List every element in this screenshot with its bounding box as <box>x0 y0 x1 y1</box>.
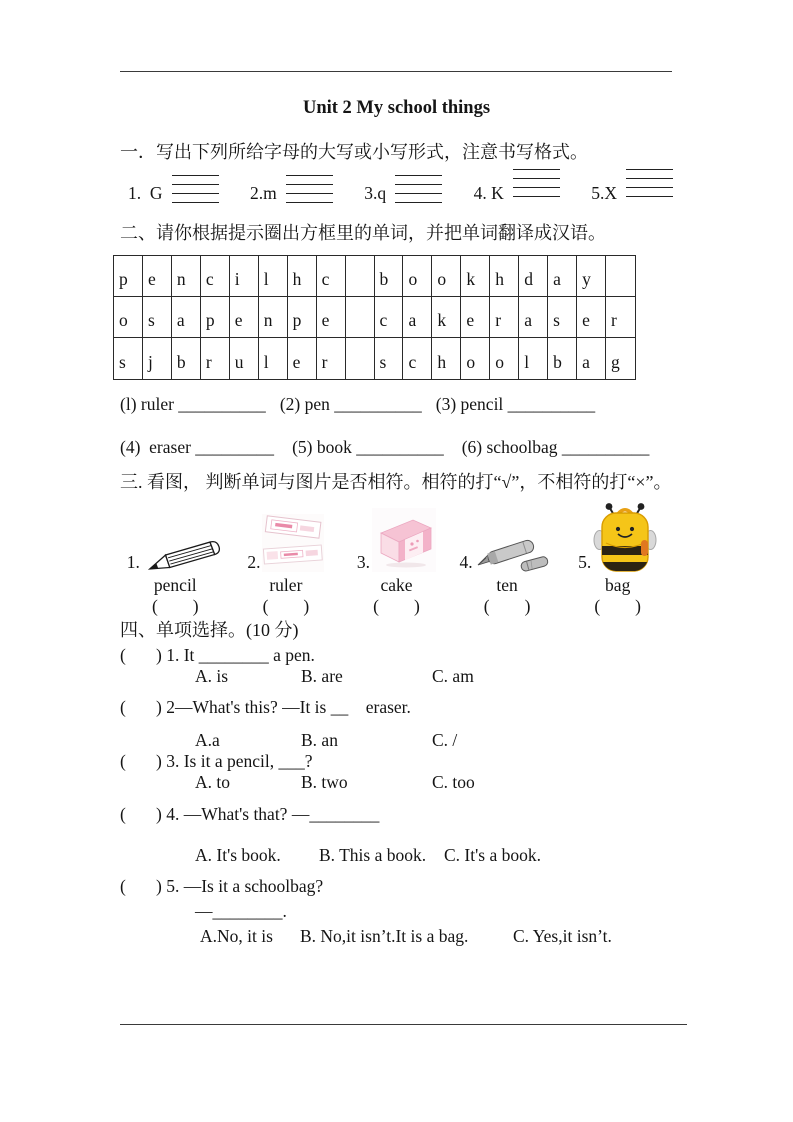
options-row <box>195 666 673 687</box>
question-stem <box>120 645 673 666</box>
grid-cell: k <box>461 256 490 297</box>
letter-label: 3.q <box>364 182 387 203</box>
blank-schoolbag: (6) schoolbag __________ <box>461 437 650 457</box>
grid-cell: p <box>201 297 230 338</box>
letter-item-2 <box>250 175 333 211</box>
pen-image <box>475 530 555 572</box>
grid-cell: b <box>548 338 577 379</box>
picture-item-ten <box>452 500 563 616</box>
grid-cell: o <box>114 297 143 338</box>
blank-eraser: (4) eraser _________ <box>120 437 275 457</box>
item-word: cake <box>380 575 413 595</box>
grid-cell: h <box>432 338 461 379</box>
letter-label: 1. G <box>128 182 163 203</box>
grid-cell: y <box>577 256 606 297</box>
picture-item-ruler <box>231 500 342 616</box>
option-a: A. to <box>195 772 230 792</box>
options-row <box>195 730 673 751</box>
grid-cell: h <box>490 256 519 297</box>
blank-pencil: (3) pencil __________ <box>435 394 596 414</box>
answer-parentheses: ( ) <box>594 596 642 616</box>
four-line-writing-guide <box>286 175 333 211</box>
mc-question-1 <box>120 645 673 687</box>
item-word: pencil <box>153 575 197 595</box>
answer-paren-open: ( <box>120 645 126 665</box>
option-b: B. This a book. <box>319 845 427 865</box>
grid-cell <box>346 256 375 297</box>
option-a: A.a <box>195 730 220 750</box>
page-title: Unit 2 My school things <box>302 98 491 118</box>
grid-cell <box>346 297 375 338</box>
grid-cell: k <box>432 297 461 338</box>
option-c: C. too <box>432 772 475 792</box>
pencil-image <box>142 536 224 572</box>
option-c: C. Yes,it isn’t. <box>513 926 612 946</box>
grid-cell: c <box>403 338 432 379</box>
grid-cell: e <box>288 338 317 379</box>
blank-ruler: (l) ruler __________ <box>120 394 266 414</box>
grid-cell: a <box>577 338 606 379</box>
answer-parentheses: ( ) <box>262 596 310 616</box>
grid-cell: e <box>577 297 606 338</box>
item-number: 2. <box>247 552 261 572</box>
grid-cell: a <box>403 297 432 338</box>
four-line-writing-guide <box>513 169 560 205</box>
item-number: 5. <box>578 552 592 572</box>
grid-cell: l <box>519 338 548 379</box>
option-b: B. are <box>301 666 343 686</box>
letter-label: 2.m <box>250 182 277 203</box>
options-row <box>200 926 673 947</box>
grid-cell: r <box>606 297 635 338</box>
grid-cell: p <box>288 297 317 338</box>
grid-cell: p <box>114 256 143 297</box>
option-a: A. It's book. <box>195 845 281 865</box>
grid-cell: s <box>375 338 404 379</box>
question-stem <box>120 804 673 825</box>
grid-cell: l <box>259 338 288 379</box>
grid-cell: h <box>288 256 317 297</box>
item-word: bag <box>605 575 631 595</box>
item-word: ruler <box>269 575 303 595</box>
letter-item-5 <box>591 175 673 211</box>
grid-cell: o <box>403 256 432 297</box>
picture-frame <box>562 500 673 572</box>
picture-frame <box>231 500 342 572</box>
section-three-heading: 三. 看图， 判断单词与图片是否相符。相符的打“√”，不相符的打“×”。 <box>120 472 672 492</box>
question-stem <box>120 697 673 718</box>
grid-cell: c <box>375 297 404 338</box>
grid-cell: c <box>317 256 346 297</box>
grid-cell: o <box>490 338 519 379</box>
option-c: C. am <box>432 666 474 686</box>
letter-label: 5.X <box>591 182 617 203</box>
grid-cell: c <box>201 256 230 297</box>
question-text: ) 5. —Is it a schoolbag? <box>156 876 324 896</box>
option-c: C. / <box>432 730 458 750</box>
blank-pen: (2) pen __________ <box>279 394 422 414</box>
options-row <box>195 772 673 793</box>
grid-cell: j <box>143 338 172 379</box>
letter-writing-row <box>120 173 673 213</box>
question-stem <box>120 876 673 897</box>
grid-cell: u <box>230 338 259 379</box>
item-number: 4. <box>459 552 473 572</box>
picture-frame <box>341 500 452 572</box>
grid-cell: n <box>259 297 288 338</box>
grid-cell: s <box>143 297 172 338</box>
ruler-packages-image <box>262 514 324 572</box>
question-stem <box>120 751 673 772</box>
multiple-choice-questions <box>120 645 673 947</box>
option-a: A. is <box>195 666 229 686</box>
picture-item-cake <box>341 500 452 616</box>
letter-label: 4. K <box>473 182 504 203</box>
answer-paren-open: ( <box>120 697 126 717</box>
grid-cell: s <box>548 297 577 338</box>
bottom-rule <box>120 1024 687 1025</box>
four-line-writing-guide <box>172 175 219 211</box>
grid-cell: e <box>143 256 172 297</box>
grid-cell <box>346 338 375 379</box>
picture-item-pencil <box>120 500 231 616</box>
mc-question-4 <box>120 804 673 866</box>
answer-parentheses: ( ) <box>151 596 199 616</box>
question-text: ) 1. It ________ a pen. <box>156 645 315 665</box>
four-line-writing-guide <box>626 169 673 205</box>
mc-question-5 <box>120 876 673 947</box>
top-rule <box>120 71 672 72</box>
grid-cell: l <box>259 256 288 297</box>
options-row <box>195 845 673 866</box>
pink-eraser-image <box>372 508 436 572</box>
item-word: ten <box>496 575 518 595</box>
grid-cell: r <box>317 338 346 379</box>
bee-backpack-image <box>593 502 657 572</box>
blank-book: (5) book __________ <box>292 437 444 457</box>
grid-cell: a <box>519 297 548 338</box>
section-two-heading: 二、请你根据提示圈出方框里的单词，并把单词翻译成汉语。 <box>120 223 606 243</box>
picture-frame <box>452 500 563 572</box>
grid-cell: r <box>201 338 230 379</box>
worksheet-content <box>120 84 673 947</box>
grid-cell: g <box>611 352 620 372</box>
answer-paren-open: ( <box>120 751 126 771</box>
grid-cell: a <box>548 256 577 297</box>
translation-blanks-row-1 <box>120 393 673 415</box>
answer-parentheses: ( ) <box>373 596 420 616</box>
grid-cell <box>606 256 635 297</box>
grid-cell: n <box>172 256 201 297</box>
question-text: ) 3. Is it a pencil, ___? <box>156 751 313 771</box>
letter-item-3 <box>364 175 442 211</box>
four-line-writing-guide <box>395 175 442 211</box>
grid-cell: s <box>114 338 143 379</box>
mc-question-3 <box>120 751 673 793</box>
picture-judgement-row <box>120 500 673 616</box>
section-four-heading: 四、单项选择。(10 分) <box>120 620 299 640</box>
option-c: C. It's a book. <box>444 845 541 865</box>
option-b: B. two <box>301 772 348 792</box>
question-answer-blank: —________. <box>195 901 287 921</box>
grid-cell: b <box>172 338 201 379</box>
section-one-heading: 一．写出下列所给字母的大写或小写形式，注意书写格式。 <box>120 142 588 162</box>
grid-cell: o <box>432 256 461 297</box>
mc-question-2 <box>120 697 673 751</box>
answer-paren-open: ( <box>120 876 126 896</box>
option-b: B. an <box>301 730 338 750</box>
question-text: ) 2—What's this? —It is __ eraser. <box>156 697 411 717</box>
grid-cell: o <box>461 338 490 379</box>
letter-item-4 <box>474 175 560 211</box>
grid-cell: d <box>519 256 548 297</box>
grid-cell: a <box>172 297 201 338</box>
grid-cell: e <box>230 297 259 338</box>
translation-blanks-row-2 <box>120 436 673 458</box>
item-number: 3. <box>356 552 371 572</box>
word-search-grid <box>113 255 636 380</box>
answer-parentheses: ( ) <box>483 596 531 616</box>
answer-paren-open: ( <box>120 804 126 824</box>
grid-cell: e <box>317 297 346 338</box>
picture-frame <box>120 500 231 572</box>
grid-cell: r <box>490 297 519 338</box>
item-number: 1. <box>126 552 140 572</box>
grid-cell: i <box>230 256 259 297</box>
option-b: B. No,it isn’t.It is a bag. <box>300 926 469 946</box>
question-text: ) 4. —What's that? —________ <box>156 804 380 824</box>
grid-cell: b <box>375 256 404 297</box>
letter-item-1 <box>128 175 219 211</box>
grid-cell: e <box>461 297 490 338</box>
option-a: A.No, it is <box>200 926 273 946</box>
picture-item-bag <box>562 500 673 616</box>
